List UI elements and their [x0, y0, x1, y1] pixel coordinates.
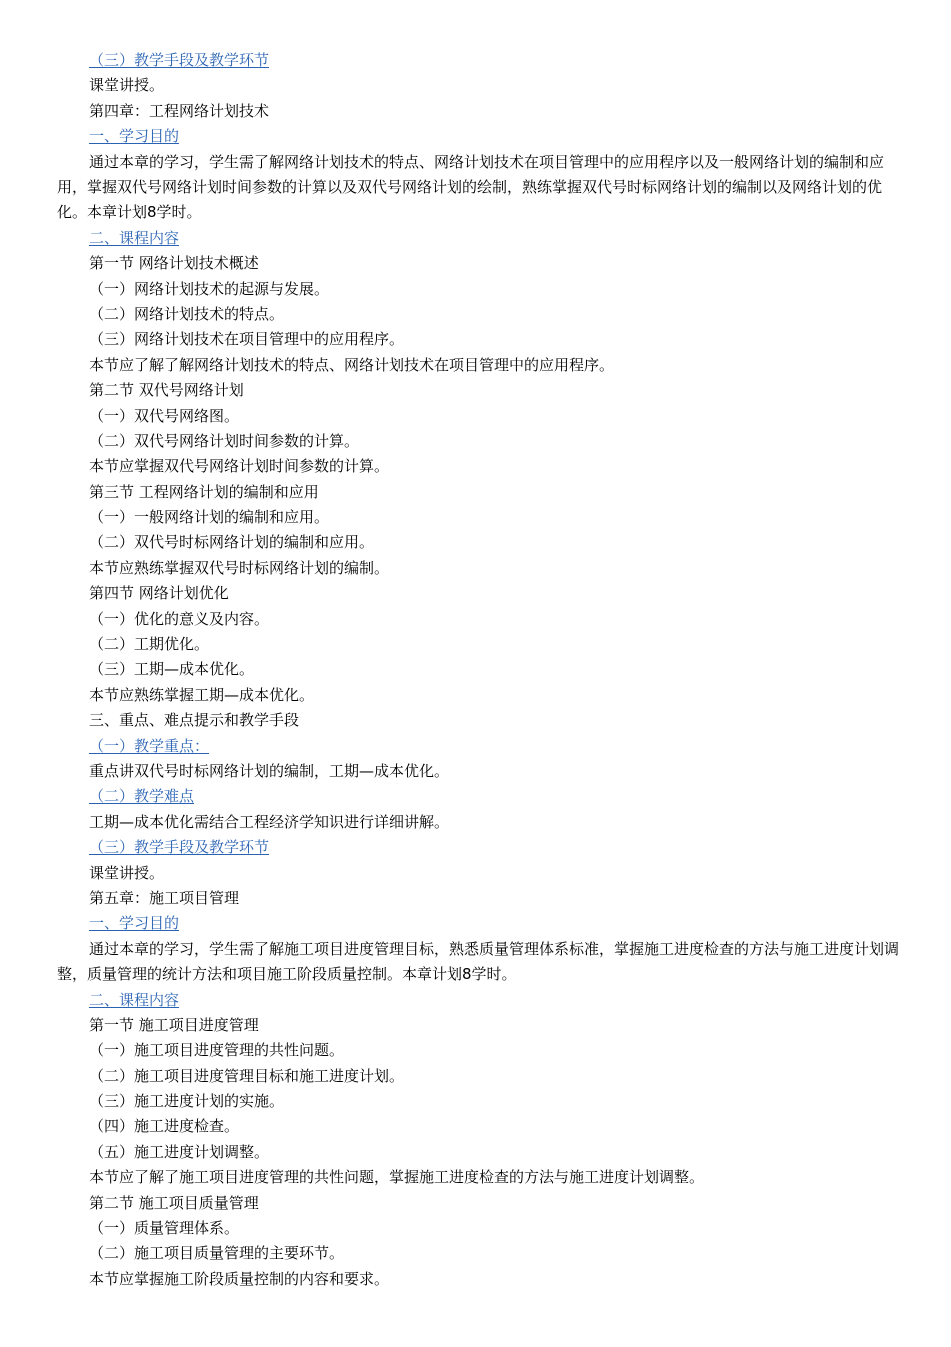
text-line: （一）施工项目进度管理的共性问题。 — [89, 1041, 345, 1060]
text-line: （三）工期—成本优化。 — [89, 660, 255, 679]
text-line: （一）质量管理体系。 — [89, 1219, 240, 1238]
text-line: 本节应熟练掌握工期—成本优化。 — [89, 685, 315, 704]
section-heading-link[interactable]: 一、学习目的 — [89, 127, 180, 146]
text-line: 第二节 施工项目质量管理 — [89, 1193, 259, 1212]
section-heading-link[interactable]: （二）教学难点 — [89, 787, 195, 806]
text-line: 三、重点、难点提示和教学手段 — [89, 711, 300, 730]
text-line: 重点讲双代号时标网络计划的编制，工期—成本优化。 — [89, 761, 450, 780]
text-line: 第一节 网络计划技术概述 — [89, 254, 259, 273]
text-line: 课堂讲授。 — [89, 863, 165, 882]
section-heading-link[interactable]: （一）教学重点： — [89, 736, 210, 755]
text-line: 本节应熟练掌握双代号时标网络计划的编制。 — [89, 558, 390, 577]
text-line: （二）施工项目质量管理的主要环节。 — [89, 1244, 345, 1263]
text-line: （四）施工进度检查。 — [89, 1117, 240, 1136]
text-line: （二）双代号时标网络计划的编制和应用。 — [89, 533, 375, 552]
text-line: （二）网络计划技术的特点。 — [89, 304, 285, 323]
text-line: 第五章：施工项目管理 — [89, 888, 240, 907]
text-line: 本节应掌握施工阶段质量控制的内容和要求。 — [89, 1269, 390, 1288]
text-line: （三）施工进度计划的实施。 — [89, 1092, 285, 1111]
text-line: 第三节 工程网络计划的编制和应用 — [89, 482, 319, 501]
section-heading-link[interactable]: 二、课程内容 — [89, 228, 180, 247]
text-line: （二）施工项目进度管理目标和施工进度计划。 — [89, 1066, 405, 1085]
paragraph: 通过本章的学习，学生需了解网络计划技术的特点、网络计划技术在项目管理中的应用程序以及一般网络计划的编制和应用，掌握双代号网络计划时间参数的计算以及双代号网络计划的绘制，熟练掌握双代号时标网络计划的编制以及网络计划的优化。本章计划8学时。 — [57, 152, 885, 222]
paragraph: 通过本章的学习，学生需了解施工项目进度管理目标，熟悉质量管理体系标准，掌握施工进度检查的方法与施工进度计划调整，质量管理的统计方法和项目施工阶段质量控制。本章计划8学时。 — [57, 939, 900, 984]
text-line: （一）一般网络计划的编制和应用。 — [89, 508, 330, 527]
text-line: （五）施工进度计划调整。 — [89, 1142, 270, 1161]
section-heading-link[interactable]: 二、课程内容 — [89, 990, 180, 1009]
text-line: 本节应了解了解网络计划技术的特点、网络计划技术在项目管理中的应用程序。 — [89, 355, 615, 374]
text-line: 课堂讲授。 — [89, 76, 165, 95]
text-line: 第一节 施工项目进度管理 — [89, 1015, 259, 1034]
text-line: （一）双代号网络图。 — [89, 406, 240, 425]
text-line: （二）工期优化。 — [89, 635, 210, 654]
text-line: （一）网络计划技术的起源与发展。 — [89, 279, 330, 298]
document-body — [0, 48, 951, 1292]
text-line: 工期—成本优化需结合工程经济学知识进行详细讲解。 — [89, 812, 450, 831]
text-line: 本节应掌握双代号网络计划时间参数的计算。 — [89, 457, 390, 476]
text-line: （一）优化的意义及内容。 — [89, 609, 270, 628]
text-line: 第二节 双代号网络计划 — [89, 381, 244, 400]
text-line: 第四章：工程网络计划技术 — [89, 101, 270, 120]
section-heading-link[interactable]: （三）教学手段及教学环节 — [89, 51, 270, 69]
text-line: 第四节 网络计划优化 — [89, 584, 229, 603]
section-heading-link[interactable]: 一、学习目的 — [89, 914, 180, 933]
text-line: 本节应了解了施工项目进度管理的共性问题，掌握施工进度检查的方法与施工进度计划调整。 — [89, 1168, 705, 1187]
text-line: （三）网络计划技术在项目管理中的应用程序。 — [89, 330, 405, 349]
text-line: （二）双代号网络计划时间参数的计算。 — [89, 431, 360, 450]
section-heading-link[interactable]: （三）教学手段及教学环节 — [89, 838, 270, 857]
